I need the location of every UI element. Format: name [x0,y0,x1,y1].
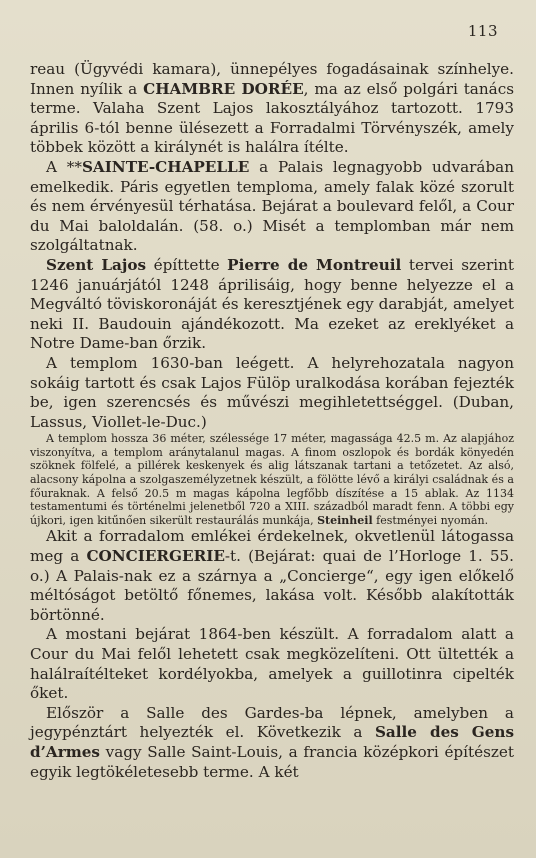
body-paragraph: A mostani bejárat 1864-ben készült. A forradalom alatt a Cour du Mai felől lehetett csak megközelíteni. Ott ültették a halálraítélteket kordélyokba, amelyek a guillotinra cipelték őket. [30,625,514,703]
body-paragraph: Akit a forradalom emlékei érdekelnek, okvetlenül látogassa meg a CONCIERGERIE-t. (Bejárat: quai de l’Horloge 1. 55. o.) A Palais-nak ez a szárnya a „Concierge“, egy igen előkelő méltóságot betöltő főnemes, lakása volt. Később alakították börtönné. [30,527,514,624]
body-paragraph: Először a Salle des Gardes-ba lépnek, amelyben a jegypénztárt helyezték el. Következik a Salle des Gens d’Armes vagy Salle Saint-Louis, a francia középkori építészet egyik legtökéletesebb terme. A két [30,703,515,781]
page-number: 113 [467,22,498,40]
note-paragraph: A templom hossza 36 méter, szélessége 17 méter, magassága 42.5 m. Az alapjához viszonyítva, a templom aránytalanul magas. A finom oszlopok és bordák könyedén szöknek fölfelé, a pillérek keskenyek és alig látszanak tartani a tetőzetet. Az alsó, alacsony kápolna a szolgaszemélyzetnek készült, a fölötte lévő a királyi családnak és a főuraknak. A felső 20.5 m magas kápolna legfőbb díszítése a 15 ablak. Az 1134 testamentumi és történelmi jelenetből 720 a XIII. századból maradt fenn. A többi egy újkori, igen kitűnően sikerült restaurálás munkája, Steinheil festményei nyomán. [30,432,514,527]
body-paragraph: reau (Ügyvédi kamara), ünnepélyes fogadásainak színhelye. Innen nyílik a CHAMBRE DORÉE, ma az első polgári tanács terme. Valaha Szent Lajos lakosztályához tartozott. 1793 április 6-tól benne ülésezett a Forradalmi Törvényszék, amely többek között a királynét is halálra ítélte. [30,60,514,157]
body-paragraph: Szent Lajos építtette Pierre de Montreuil tervei szerint 1246 januárjától 1248 áprilisáig, hogy benne helyezze el a Megváltó töviskoronáját és keresztjének egy darabját, amelyet neki II. Baudouin ajándékozott. Ma ezeket az ereklyéket a Notre Dame-ban őrzik. [30,255,514,353]
body-paragraph: A templom 1630-ban leégett. A helyrehozatala nagyon sokáig tartott és csak Lajos Fülöp uralkodása korában fejezték be, igen szerencsés és művészi megihletettséggel. (Duban, Lassus, Viollet-le-Duc.) [30,353,514,431]
page-text [30,60,514,782]
body-paragraph: A **SAINTE-CHAPELLE a Palais legnagyobb udvarában emelkedik. Páris egyetlen temploma, amely falak közé szorult és nem érvényesül térhatása. Bejárat a boulevard felől, a Cour du Mai baloldalán. (58. o.) Misét a templomban már nem szolgáltatnak. [30,157,514,255]
